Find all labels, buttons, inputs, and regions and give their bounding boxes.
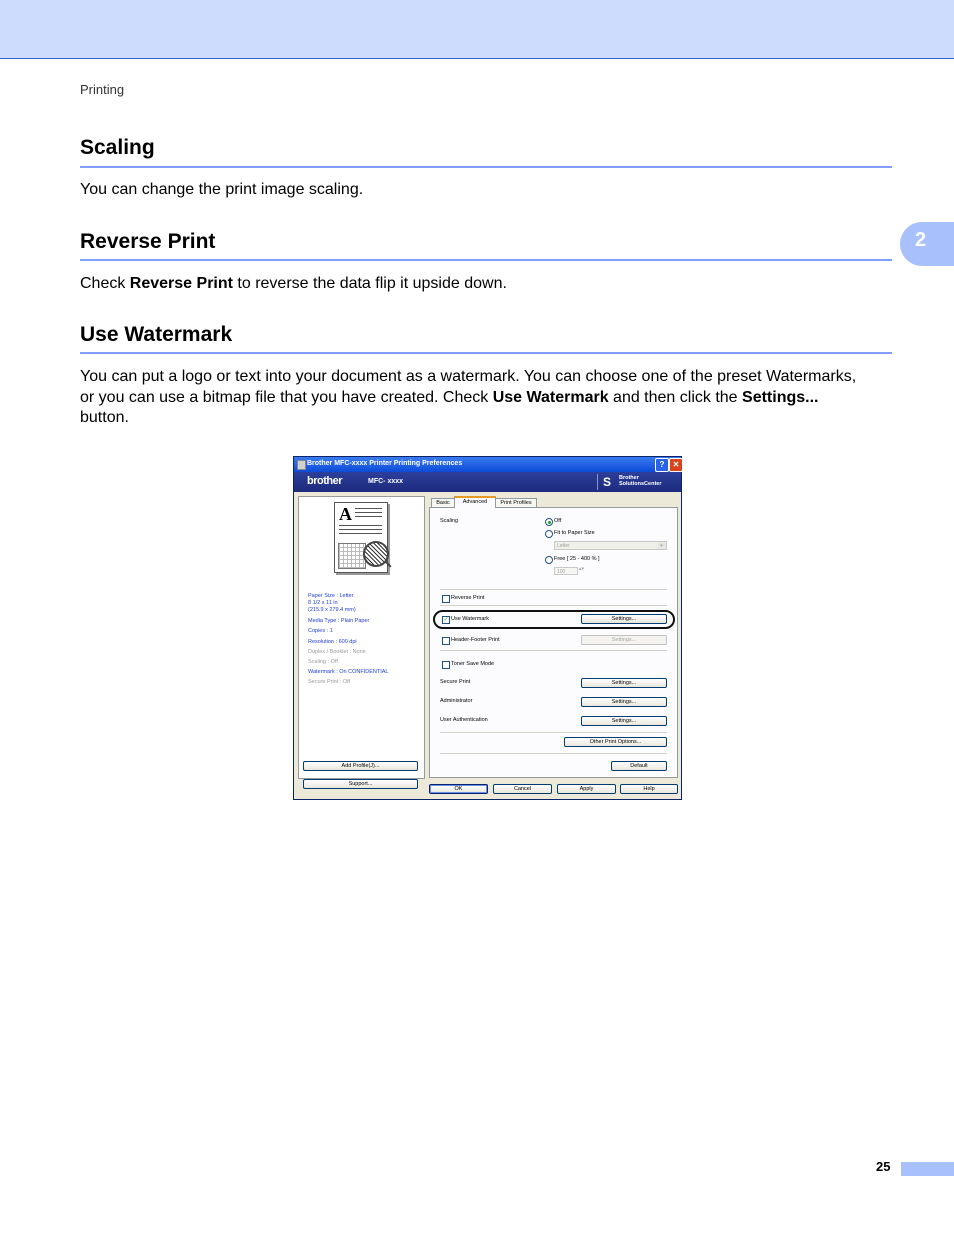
heading-rule [80, 259, 892, 261]
default-button[interactable]: Default [611, 761, 667, 771]
user-auth-settings-button[interactable]: Settings... [581, 716, 667, 726]
scaling-off-radio[interactable] [545, 518, 553, 526]
info-resolution: Resolution : 600 dpi [308, 639, 357, 645]
page-header-band [0, 0, 954, 59]
secure-print-settings-button[interactable]: Settings... [581, 678, 667, 688]
info-copies: Copies : 1 [308, 628, 333, 634]
user-auth-label: User Authentication [440, 717, 488, 723]
info-scaling: Scaling : Off [308, 659, 338, 665]
scaling-off-label: Off [554, 518, 562, 524]
divider [440, 650, 667, 651]
support-button[interactable]: Support... [303, 779, 418, 789]
solutions-center-icon[interactable]: S [603, 475, 612, 489]
fit-paper-select[interactable]: Letter ▾ [554, 541, 667, 550]
ok-button[interactable]: OK [429, 784, 488, 794]
help-button[interactable]: Help [620, 784, 678, 794]
fit-to-paper-label: Fit to Paper Size [554, 530, 595, 536]
model-name: MFC- xxxx [368, 478, 404, 485]
administrator-label: Administrator [440, 698, 473, 704]
watermark-settings-button[interactable]: Settings... [581, 614, 667, 624]
scaling-text: You can change the print image scaling. [80, 181, 364, 198]
preview-text-line [355, 508, 382, 509]
preview-text-line [339, 529, 382, 530]
settings-summary-panel [298, 496, 425, 779]
divider [440, 589, 667, 590]
info-paper-dim: 8 1/2 x 11 in [308, 600, 338, 606]
fit-to-paper-radio[interactable] [545, 530, 553, 538]
preview-chart [338, 543, 366, 569]
magnifier-handle [384, 560, 391, 567]
preview-text-line [339, 525, 382, 526]
cancel-button[interactable]: Cancel [493, 784, 552, 794]
header-divider [597, 474, 598, 490]
reverse-print-checkbox[interactable] [442, 595, 450, 603]
breadcrumb: Printing [80, 82, 125, 97]
free-scaling-radio[interactable] [545, 556, 553, 564]
chapter-number: 2 [915, 229, 927, 251]
free-scaling-label: Free [ 25 - 400 % ] [554, 556, 600, 562]
reverse-print-text: Check Reverse Print to reverse the data flip it upside down. [80, 275, 507, 292]
printing-preferences-dialog [293, 456, 682, 800]
tab-basic[interactable]: Basic [431, 498, 455, 507]
brother-logo: brother [307, 475, 342, 487]
scaling-label: Scaling [440, 518, 459, 524]
info-watermark: Watermark : On CONFIDENTIAL [308, 669, 389, 675]
close-icon[interactable]: ✕ [669, 458, 683, 472]
heading-use-watermark: Use Watermark [80, 323, 233, 346]
info-paper-size: Paper Size : Letter [308, 593, 354, 599]
toner-save-label: Toner Save Mode [451, 661, 495, 667]
secure-print-label: Secure Print [440, 679, 471, 685]
dialog-brand-header [294, 472, 681, 492]
printer-icon [297, 460, 306, 470]
dialog-title: Brother MFC-xxxx Printer Printing Preferences [307, 460, 463, 467]
reverse-print-label: Reverse Print [451, 595, 485, 601]
divider [440, 753, 667, 754]
heading-rule [80, 166, 892, 168]
administrator-settings-button[interactable]: Settings... [581, 697, 667, 707]
divider [440, 605, 667, 606]
free-scaling-input[interactable]: 100 [554, 567, 578, 575]
use-watermark-label: Use Watermark [451, 616, 489, 622]
divider [440, 732, 667, 733]
info-secure-print: Secure Print : Off [308, 679, 351, 685]
toner-save-checkbox[interactable] [442, 661, 450, 669]
info-duplex: Duplex / Booklet : None [308, 649, 366, 655]
add-profile-button[interactable]: Add Profile(J)... [303, 761, 418, 771]
tab-advanced[interactable]: Advanced [454, 496, 496, 508]
chapter-tab [900, 222, 954, 266]
other-print-options-button[interactable]: Other Print Options... [564, 737, 667, 747]
page-preview-image [334, 502, 388, 573]
apply-button[interactable]: Apply [557, 784, 616, 794]
chevron-down-icon: ▾ [657, 542, 666, 549]
help-icon[interactable]: ? [655, 458, 669, 472]
heading-rule [80, 352, 892, 354]
page-number-bar [901, 1162, 954, 1176]
use-watermark-text: You can put a logo or text into your document as a watermark. You can choose one of the preset Watermarks, or you can use a bitmap file that you have created. Check Use Watermark and then click the Settings... button. [80, 368, 857, 426]
header-footer-checkbox[interactable] [442, 637, 450, 645]
solutions-center-link[interactable]: Brother SolutionsCenter [619, 475, 662, 487]
use-watermark-checkbox[interactable]: ✓ [443, 617, 449, 623]
heading-reverse-print: Reverse Print [80, 230, 216, 253]
dialog-titlebar [294, 457, 681, 472]
tab-print-profiles[interactable]: Print Profiles [495, 498, 537, 507]
preview-text-line [339, 533, 382, 534]
page-number: 25 [876, 1159, 891, 1174]
info-paper-dim-mm: (215.9 x 279.4 mm) [308, 607, 356, 613]
header-footer-settings-button[interactable]: Settings... [581, 635, 667, 645]
advanced-tab-panel [429, 507, 678, 778]
info-media-type: Media Type : Plain Paper [308, 618, 370, 624]
preview-text-line [355, 512, 382, 513]
spinner-arrows-icon[interactable]: ▴▾ [579, 566, 585, 572]
header-footer-label: Header-Footer Print [451, 637, 500, 643]
preview-letter: A [339, 504, 352, 524]
heading-scaling: Scaling [80, 136, 155, 159]
preview-text-line [355, 516, 382, 517]
